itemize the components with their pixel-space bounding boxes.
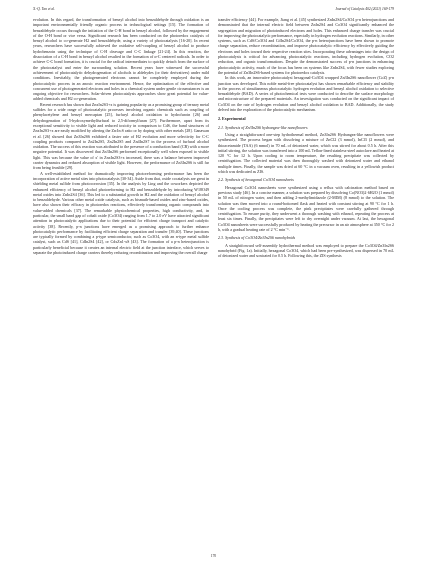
running-header bbox=[33, 7, 394, 12]
page-number: 170 bbox=[210, 554, 217, 558]
paragraph: Recent research has shown that ZnxIn2S3+x is gaining popularity as a promising group of ternary metal sulfides for a wide range of photocatalytic processes involving organic chemicals such as coupling of phenylacetylene and benzyl mercaptan [25], furfuryl alcohol oxidation to hydrofuroin [26] and dehydrogenation of 5-hydroxymethylfurfural to 2,5-diformylfuran [27]. Furthermore, apart from its exceptional sensitivity to visible light and reduced toxicity in comparison to CdS, the band structures of ZnxIn2S3+x are easily modified by altering the Zn:In:S ratio or by doping with other metals [28]. Ganawan et al. [26] showed that Zn3In2S6 exhibited a faster rate of H2 evolution and more selectivity for C-C coupling products compared to Zn2In2S5, Zn2In2S5 and Zn4In2S7 in the process of furfural alcohol oxidation. The success of this reaction was attributed to the presence of a conduction band (CB) with a more negative potential. It was discovered that Zn3In2S6 performed exceptionally well when exposed to visible light. This was because the value of x' in ZnxIn2S3+x increased, there was a balance between improved carrier dynamics and reduced absorption of visible light. However, the performance of Zn3In2S6 is still far from being feasible [29]. bbox=[33, 101, 209, 171]
left-column bbox=[33, 17, 209, 255]
paragraph: Hexagonal Co3O4 nanosheets were synthesized using a reflux with calcination method based on previous study [46]. In a concise manner, a solution was prepared by dissolving Co(NO3)2·6H2O (1 mmol) in 50 mL of nitrogen water, and then adding 2-methylimidazole (2-MIM) (8 mmol) to the solution. The solution was then moved into a round-bottomed flask and heated with constant stirring at 90 °C for 1 h. Once the cooling process was complete, the pink precipitates were carefully gathered through centrifugation. To ensure purity, they underwent a thorough washing with ethanol, repeating the process at least six times. Finally, the precipitates were left to dry overnight under vacuum. At last, the hexagonal Co3O4 nanosheets were successfully produced by heating the precursor in an air atmosphere at 350 °C for 2 h, with a gradual heating rate of 2 °C min⁻¹. bbox=[218, 184, 394, 232]
paragraph: A well-established method for dramatically improving photoreforming performance has been the incorporation of active metal sites into photocatalysts [30-34]. Aside from that, oxide cocatalysts are great in shielding metal sulfide from photocorrosion [35]. In the analysis by Ling and the coworkers depicted the enhanced efficiency of benzyl alcohol photoreforming to H2 and benzaldehyde by introducing W18O49 metal oxides into ZnIn2S4 [36]. This led to a substantial growth in H2 and the oxidation of benzyl alcohol to benzaldehyde. Various other metal oxide catalysts, such as bismuth-based oxides and zinc-based oxides, have also shown their efficacy in photoredox reactions, effectively transforming organic compounds into value-added chemicals [37]. The remarkable physiochemical properties, high conductivity, and, in particular, the small band gap of cobalt oxide (Co3O4) ranging from 1.7 to 2.0 eV have attracted significant attention in photocatalytic applications due to their potential for efficient charge transport and catalytic activity [38]. Recently, p-n junctions have emerged as a promising approach to further enhance photocatalytic performance by facilitating efficient charge separation and transfer [39,40]. These junctions are typically formed by combining a p-type semiconductor, such as Co3O4, with an n-type metal sulfide catalyst, such as CdS [41], CdIn2S4 [42], or CdxZn1-xS [43]. The formation of a p-n heterojunction is particularly beneficial because it creates an internal electric field at the junction interface, which serves to separate the photoinduced charge carriers thereby reducing recombination and improving the overall charge bbox=[33, 170, 209, 256]
paragraph: evolution. In this regard, the transformation of benzyl alcohol into benzaldehyde through oxidation is an important environmentally friendly organic process in technological settings [15]. The formation of benzaldehyde occurs through the initiation of the C-H bond in benzyl alcohol, followed by the engagement of the O-H bond or vice versa. Significant research has been conducted on the photoredox catalysis of benzyl alcohol to co-generate H2 and benzaldehyde, using a variety of photocatalysts [16-20]. In recent years, researchers have successfully achieved the oxidative self-coupling of benzyl alcohol to produce hydrobenzoin using the technique of C-H cleavage and C-C linkage [21-24]. In this reaction, the dissociation of a C-H bond in benzyl alcohol resulted in the formation of α-C centered radicals. In order to achieve C-C bond formation, it is crucial for the radical intermediates to quickly detach from the surface of the photocatalyst and enter the surrounding solution. Recent years have witnessed the successful achievement of photocatalytic dehydrogenation of alcohols to aldehydes (or their derivatives) under mild conditions. Inevitably, the photogenerated electrons cannot be completely employed during the photocatalytic process in an anoxic reaction environment. Hence, the optimization of the effective and concurrent use of photogenerated electrons and holes in a chemical system under gentle circumstances is an ongoing objective for researchers. Solar-driven photocatalysis approaches show great potential for value-added chemicals and H2 co-generation. bbox=[33, 17, 209, 102]
section-heading: 2. Experimental bbox=[218, 116, 246, 122]
paragraph: Using a straightforward one-step hydrothermal method, Zn3In2S6 Hydrangea-like nanoflowers were synthesized. The process began with dissolving a mixture of ZnCl2 (3 mmol), InCl3 (2 mmol), and thioacetamide (TAA) (6 mmol) in 70 mL of deionized water, which was stirred for about 0.5 h. After this initial stirring, the solution was transferred into a 100 mL Teflon-lined stainless-steel autoclave and heated at 120 °C for 12 h. Upon cooling to room temperature, the resulting precipitate was collected by centrifugation. The collected material was then thoroughly washed with deionized water and ethanol multiple times. Finally, the sample was dried at 60 °C in a vacuum oven, resulting in a yellowish product which was dedicated as ZIS. bbox=[218, 131, 394, 175]
subsection-heading: 2.2. Synthesis of hexagonal Co3O4 nanosheets bbox=[218, 177, 294, 183]
header-authors: X.-Q. Tan et al. bbox=[33, 7, 56, 11]
paragraph: A straightforward self-assembly hydrothermal method was employed to prepare the Co3O4/Zn3In2S6 nanohybrid (Fig. 1a). Initially, hexagonal Co3O4, which had been pre-synthesized, was dispersed in 70 mL of deionized water and sonicated for 0.5 h. Following this, the ZIS synthesis bbox=[218, 242, 394, 259]
paragraph: transfer efficiency [44]. For example, Jiang et al. [45] synthesized ZnIn2S4/Co3O4 p-n heterojunctions and demonstrated that the internal electric field between ZnIn2S4 and Co3O4 significantly enhanced the segregation and migration of photoinduced electrons and holes. This enhanced charge transfer was crucial for improving the photocatalytic performance, especially in hydrogen evolution reactions. Similarly, in other systems, such as CdS/Co3O4 and CdIn2S4/Co3O4, the p-n heterojunctions have been shown to promote charge separation, reduce recombination, and improve photocatalytic efficiency by effectively guiding the electrons and holes toward their respective reaction sites. Incorporating these advantages into the design of photocatalysts is critical for advancing photocatalytic reactions, including hydrogen evolution, CO2 reduction, and organic transformations. Despite the demonstrated success of p-n junctions in enhancing photocatalytic activity, much of the focus has been on systems like ZnIn2S4, with fewer studies exploring the potential of Zn3In2S6-based systems for photoredox catalysis. bbox=[218, 17, 394, 75]
header-journal: Journal of Catalysis 402 (2021) 169-179 bbox=[335, 7, 394, 11]
subsection-heading: 2.3. Synthesis of Co3O4/Zn3In2S6 nanohybrids bbox=[218, 235, 296, 241]
paragraph: In this work, an innovative photocatalyst hexagonal-Co3O4 wrapped Zn3In2S6 nanoflower (CoZ) p-n junction was developed. This noble metal-free photocatalyst has shown remarkable efficiency and stability in the process of simultaneous photocatalytic hydrogen evolution and benzyl alcohol oxidation to selective benzaldehyde (BAD). A series of photochemical tests were conducted to describe the surface morphology and microstructure of the prepared materials. An investigation was conducted on the significant impact of Co3O4 on the rate of hydrogen evolution and benzyl alcohol oxidation to BAD. Additionally, the study delved into the exploration of the photocatalytic mechanism. bbox=[218, 75, 394, 113]
right-column bbox=[218, 17, 394, 258]
subsection-heading: 2.1. Synthesis of Zn3In2S6 hydrangea-like nanoflowers bbox=[218, 124, 308, 130]
